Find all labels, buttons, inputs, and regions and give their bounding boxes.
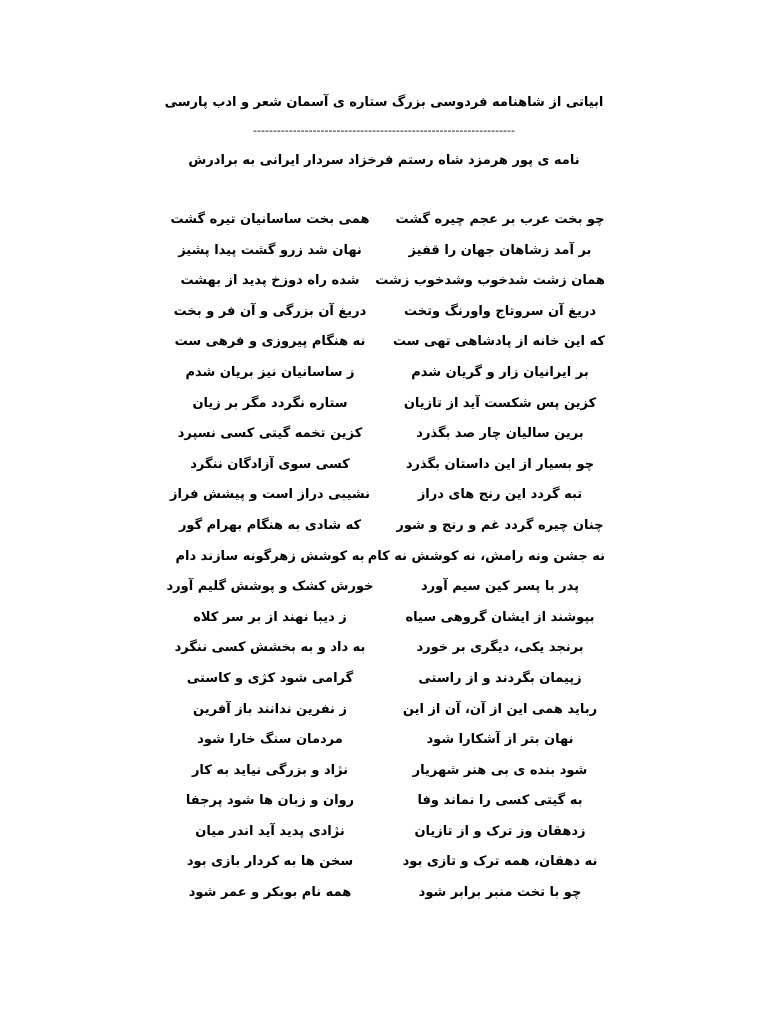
first-hemistich: همان زشت شدخوب وشدخوب زشت [375, 273, 605, 289]
second-hemistich: دریغ آن بزرگی و آن فر و بخت [173, 303, 367, 319]
second-hemistich: به کوشش زهرگونه سازند دام [175, 548, 365, 564]
verse [0, 763, 768, 794]
first-hemistich: نه دهقان، همه ترک و تازی بود [402, 854, 598, 870]
second-hemistich: نهان شد زرو گشت پیدا پشیز [178, 242, 362, 258]
verse [0, 854, 768, 885]
verse [0, 273, 768, 304]
first-hemistich: دریغ آن سروتاج واورنگ وتخت [403, 303, 597, 319]
first-hemistich: بر آمد زشاهان جهان را قفیز [408, 242, 592, 258]
second-hemistich: کسی سوی آزادگان ننگرد [190, 456, 350, 472]
first-hemistich: بپوشند از ایشان گروهی سیاه [405, 609, 595, 625]
verse [0, 793, 768, 824]
verse [0, 702, 768, 733]
first-hemistich: تبه گردد این رنج های دراز [417, 487, 583, 503]
verse [0, 671, 768, 702]
first-hemistich: نه جشن ونه رامش، نه کوشش نه کام [367, 548, 605, 564]
verse [0, 396, 768, 427]
second-hemistich: ز ساسانیان نیز بریان شدم [185, 364, 355, 380]
first-hemistich: نهان بتر از آشکارا شود [426, 732, 574, 748]
first-hemistich: به گیتی کسی را نماند وفا [417, 793, 583, 809]
first-hemistich: که این خانه از پادشاهی تهی ست [392, 334, 605, 350]
verse-list [0, 212, 768, 916]
first-hemistich: چو بخت عرب بر عجم چیره گشت [395, 212, 605, 227]
first-hemistich: رباید همی این از آن، آن از این [402, 701, 598, 717]
document-subtitle: نامه ی پور هرمزد شاه رستم فرخزاد سردار ایرانی به برادرش [188, 153, 580, 168]
first-hemistich: برین سالیان چار صد بگذرد [416, 426, 584, 442]
verse [0, 824, 768, 855]
second-hemistich: نژادی پدید آید اندر میان [195, 823, 345, 839]
verse [0, 334, 768, 365]
first-hemistich: پدر با پسر کین سیم آورد [420, 579, 579, 595]
verse [0, 518, 768, 549]
verse [0, 365, 768, 396]
first-hemistich: چو بسیار از این داستان بگذرد [405, 456, 595, 472]
second-hemistich: همی بخت ساسانیان تیره گشت [170, 212, 370, 227]
first-hemistich: چو با تخت منبر برابر شود [418, 885, 582, 901]
verse [0, 579, 768, 610]
first-hemistich: زپیمان بگردند و از راستی [418, 670, 582, 686]
verse [0, 549, 768, 580]
separator-line: ------------------------------------------------------------------ [253, 124, 515, 137]
verse [0, 243, 768, 274]
second-hemistich: ز دیبا نهند از بر سر کلاه [193, 609, 347, 625]
second-hemistich: سخن ها به کردار بازی بود [186, 854, 354, 870]
verse [0, 732, 768, 763]
second-hemistich: ستاره نگردد مگر بر زیان [192, 395, 348, 411]
second-hemistich: که شادی به هنگام بهرام گور [178, 517, 362, 533]
verse [0, 426, 768, 457]
verse [0, 457, 768, 488]
second-hemistich: شده راه دوزخ پدید از بهشت [180, 273, 360, 289]
verse [0, 212, 768, 243]
document-title: ابیاتی از شاهنامه فردوسی بزرگ ستاره ی آسمان شعر و ادب پارسی [164, 95, 604, 110]
second-hemistich: نه هنگام پیروزی و فرهی ست [174, 334, 366, 350]
verse [0, 487, 768, 518]
second-hemistich: کزین تخمه گیتی کسی نسپرد [177, 426, 363, 442]
verse [0, 610, 768, 641]
second-hemistich: گرامی شود کژی و کاستی [186, 670, 354, 686]
second-hemistich: همه نام بوبکر و عمر شود [188, 885, 352, 901]
second-hemistich: مردمان سنگ خارا شود [197, 732, 343, 748]
first-hemistich: برنجد یکی، دیگری بر خورد [416, 640, 584, 656]
second-hemistich: نژاد و بزرگی نیاید به کار [191, 762, 349, 778]
first-hemistich: زدهقان وز ترک و از تازیان [414, 823, 586, 839]
second-hemistich: خورش کشک و پوشش گلیم آورد [166, 579, 374, 595]
second-hemistich: نشیبی دراز است و پیشش فراز [169, 487, 370, 503]
verse [0, 885, 768, 916]
first-hemistich: کزین پس شکست آید از تازیان [403, 395, 597, 411]
verse [0, 304, 768, 335]
first-hemistich: چنان چیره گردد غم و رنج و شور [396, 517, 604, 533]
first-hemistich: شود بنده ی بی هنر شهریار [412, 762, 588, 778]
verse [0, 640, 768, 671]
second-hemistich: روان و زبان ها شود پرجفا [185, 793, 355, 809]
first-hemistich: بر ایرانیان زار و گریان شدم [411, 364, 589, 380]
second-hemistich: به داد و به بخشش کسی ننگرد [174, 640, 366, 656]
second-hemistich: ز نفرین ندانند باز آفرین [193, 701, 347, 717]
